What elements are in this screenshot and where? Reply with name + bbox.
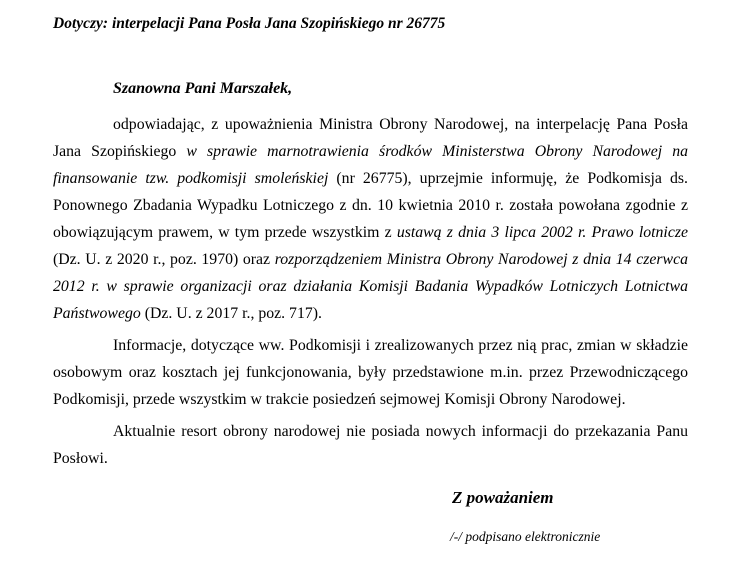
body-paragraph <box>53 332 688 413</box>
text-segment: odpowiadając, z upoważnienia Ministra Obrony Narodowej, na interpelację Pana Posła Jana Szopińskiego <box>53 116 688 160</box>
closing-phrase: Z poważaniem <box>452 488 554 507</box>
italic-text-segment: ustawą z dnia 3 lipca 2002 r. Prawo lotnicze <box>396 224 688 241</box>
text-segment: Informacje, dotyczące ww. Podkomisji i zrealizowanych przez nią prac, zmian w składzie osobowym oraz kosztach jej funkcjonowania, były przedstawione m.in. przez Przewodniczącego Podkomisji, przede wszystkim w trakcie posiedzeń sejmowej Komisji Obrony Narodowej. <box>53 337 688 408</box>
subject-line: Dotyczy: interpelacji Pana Posła Jana Szopińskiego nr 26775 <box>53 15 446 32</box>
letter-body <box>53 111 688 472</box>
italic-text-segment: rozporządzeniem Ministra Obrony Narodowej z dnia 14 czerwca 2012 r. w sprawie organizacji oraz działania Komisji Badania Wypadków Lotniczych Lotnictwa Państwowego <box>53 251 688 322</box>
text-segment: (nr 26775), uprzejmie informuję, że Podkomisja ds. Ponownego Zbadania Wypadku Lotniczego z dn. 10 kwietnia 2010 r. została powołana zgodnie z obowiązującym prawem, w tym przede wszystkim z <box>53 170 688 241</box>
signature-note: /-/ podpisano elektronicznie <box>450 529 601 544</box>
italic-text-segment: w sprawie marnotrawienia środków Ministerstwa Obrony Narodowej na finansowanie tzw. podkomisji smoleńskiej <box>53 143 688 187</box>
body-paragraph <box>53 111 688 327</box>
text-segment: (Dz. U. z 2017 r., poz. 717). <box>140 305 322 322</box>
salutation: Szanowna Pani Marszałek, <box>113 80 293 97</box>
text-segment: (Dz. U. z 2020 r., poz. 1970) oraz <box>53 251 275 268</box>
text-segment: Aktualnie resort obrony narodowej nie posiada nowych informacji do przekazania Panu Posłowi. <box>53 423 688 467</box>
body-paragraph <box>53 418 688 472</box>
